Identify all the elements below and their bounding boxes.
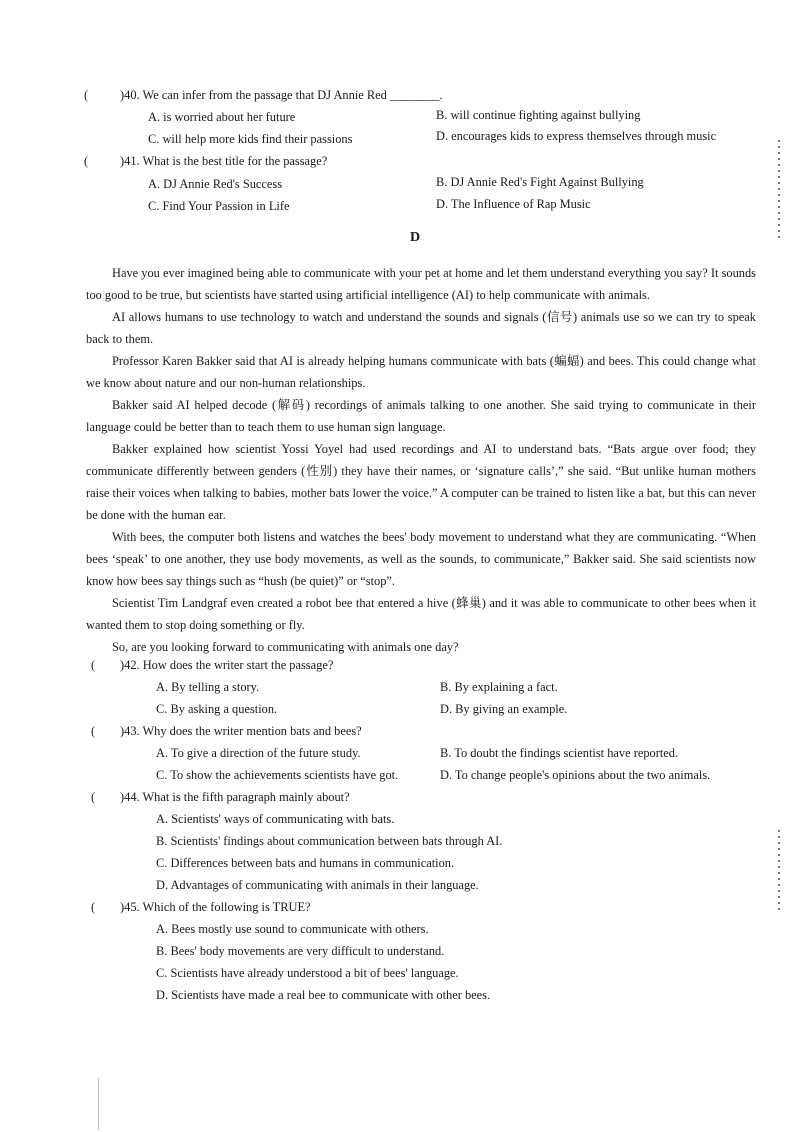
question-44-stem: )44. What is the fifth paragraph mainly about? (120, 790, 350, 804)
answer-bracket-41[interactable]: ( (84, 154, 89, 168)
q45-option-c: C. Scientists have already understood a bit of bees' language. (156, 966, 459, 980)
question-40-stem: )40. We can infer from the passage that DJ Annie Red ________. (120, 88, 443, 102)
section-title: D (410, 230, 421, 245)
passage-paragraph-2: AI allows humans to use technology to watch and understand the sounds and signals (信号) animals use so we can try to speak back to them. (86, 310, 756, 346)
q42-option-c: C. By asking a question. (156, 702, 278, 716)
answer-bracket-42[interactable]: ( (91, 658, 96, 672)
passage-paragraph-3: Professor Karen Bakker said that AI is already helping humans communicate with bats (蝙蝠) and bees. This could change what we know about nature and our non-human relationships. (86, 354, 756, 390)
q41-option-a: A. DJ Annie Red's Success (148, 177, 283, 191)
question-43-stem: )43. Why does the writer mention bats and bees? (120, 724, 362, 738)
answer-bracket-45[interactable]: ( (91, 900, 96, 914)
q43-option-c: C. To show the achievements scientists have got. (156, 768, 399, 782)
passage-paragraph-4: Bakker said AI helped decode (解码) recordings of animals talking to one another. She said trying to communicate in their language could be better than to teach them to use human sign language. (86, 398, 756, 434)
question-41-stem: )41. What is the best title for the passage? (120, 154, 328, 168)
q41-option-c: C. Find Your Passion in Life (148, 199, 290, 213)
q44-option-a: A. Scientists' ways of communicating with bats. (156, 812, 395, 826)
q44-option-b: B. Scientists' findings about communication between bats through AI. (156, 834, 503, 848)
q41-option-d: D. The Influence of Rap Music (436, 197, 591, 211)
passage-paragraph-6: With bees, the computer both listens and watches the bees' body movement to understand what they are communicating. “When bees ‘speak’ to one another, they use body movements, as well as the sounds, to communicate,” Bakker said. She said scientists now know how bees say things such as “hush (be quiet)” or “stop”. (86, 530, 756, 588)
q42-option-d: D. By giving an example. (440, 702, 568, 716)
q43-option-b: B. To doubt the findings scientist have reported. (440, 746, 679, 760)
q40-option-d: D. encourages kids to express themselves through music (436, 129, 717, 143)
passage-paragraph-1: Have you ever imagined being able to communicate with your pet at home and let them understand everything you say? It sounds too good to be true, but scientists have started using artificial intelligence (AI) to help communicate with animals. (86, 266, 756, 302)
q40-option-c: C. will help more kids find their passions (148, 132, 353, 146)
passage-paragraph-5: Bakker explained how scientist Yossi Yoyel had used recordings and AI to understand bats. “Bats argue over food; they communicate differently between genders (性别) they have their names, or ‘signature calls’,” she said. “But unlike human mothers raise their voices when talking to babies, mother bats lower the voice.” A computer can be trained to listen like a bat, but this can never be done with the human ear. (86, 442, 756, 522)
q45-option-d: D. Scientists have made a real bee to communicate with other bees. (156, 988, 491, 1002)
binding-dashes-top (778, 140, 780, 240)
q44-option-d: D. Advantages of communicating with animals in their language. (156, 878, 479, 892)
q42-option-a: A. By telling a story. (156, 680, 260, 694)
q43-option-d: D. To change people's opinions about the two animals. (440, 768, 711, 782)
answer-bracket-44[interactable]: ( (91, 790, 96, 804)
answer-bracket-40[interactable]: ( (84, 88, 89, 102)
q40-option-a: A. is worried about her future (148, 110, 296, 124)
question-42-stem: )42. How does the writer start the passage? (120, 658, 334, 672)
answer-bracket-43[interactable]: ( (91, 724, 96, 738)
margin-line (98, 1078, 99, 1130)
q40-option-b: B. will continue fighting against bullying (436, 108, 641, 122)
q44-option-c: C. Differences between bats and humans in communication. (156, 856, 455, 870)
passage-paragraph-7: Scientist Tim Landgraf even created a robot bee that entered a hive (蜂巢) and it was able to communicate to other bees when it wanted them to stop doing something or fly. (86, 596, 756, 632)
q42-option-b: B. By explaining a fact. (440, 680, 558, 694)
binding-dashes-bottom (778, 830, 780, 910)
q43-option-a: A. To give a direction of the future study. (156, 746, 361, 760)
passage-paragraph-8: So, are you looking forward to communicating with animals one day? (112, 640, 459, 654)
q45-option-a: A. Bees mostly use sound to communicate with others. (156, 922, 429, 936)
q41-option-b: B. DJ Annie Red's Fight Against Bullying (436, 175, 644, 189)
question-45-stem: )45. Which of the following is TRUE? (120, 900, 311, 914)
q45-option-b: B. Bees' body movements are very difficult to understand. (156, 944, 445, 958)
